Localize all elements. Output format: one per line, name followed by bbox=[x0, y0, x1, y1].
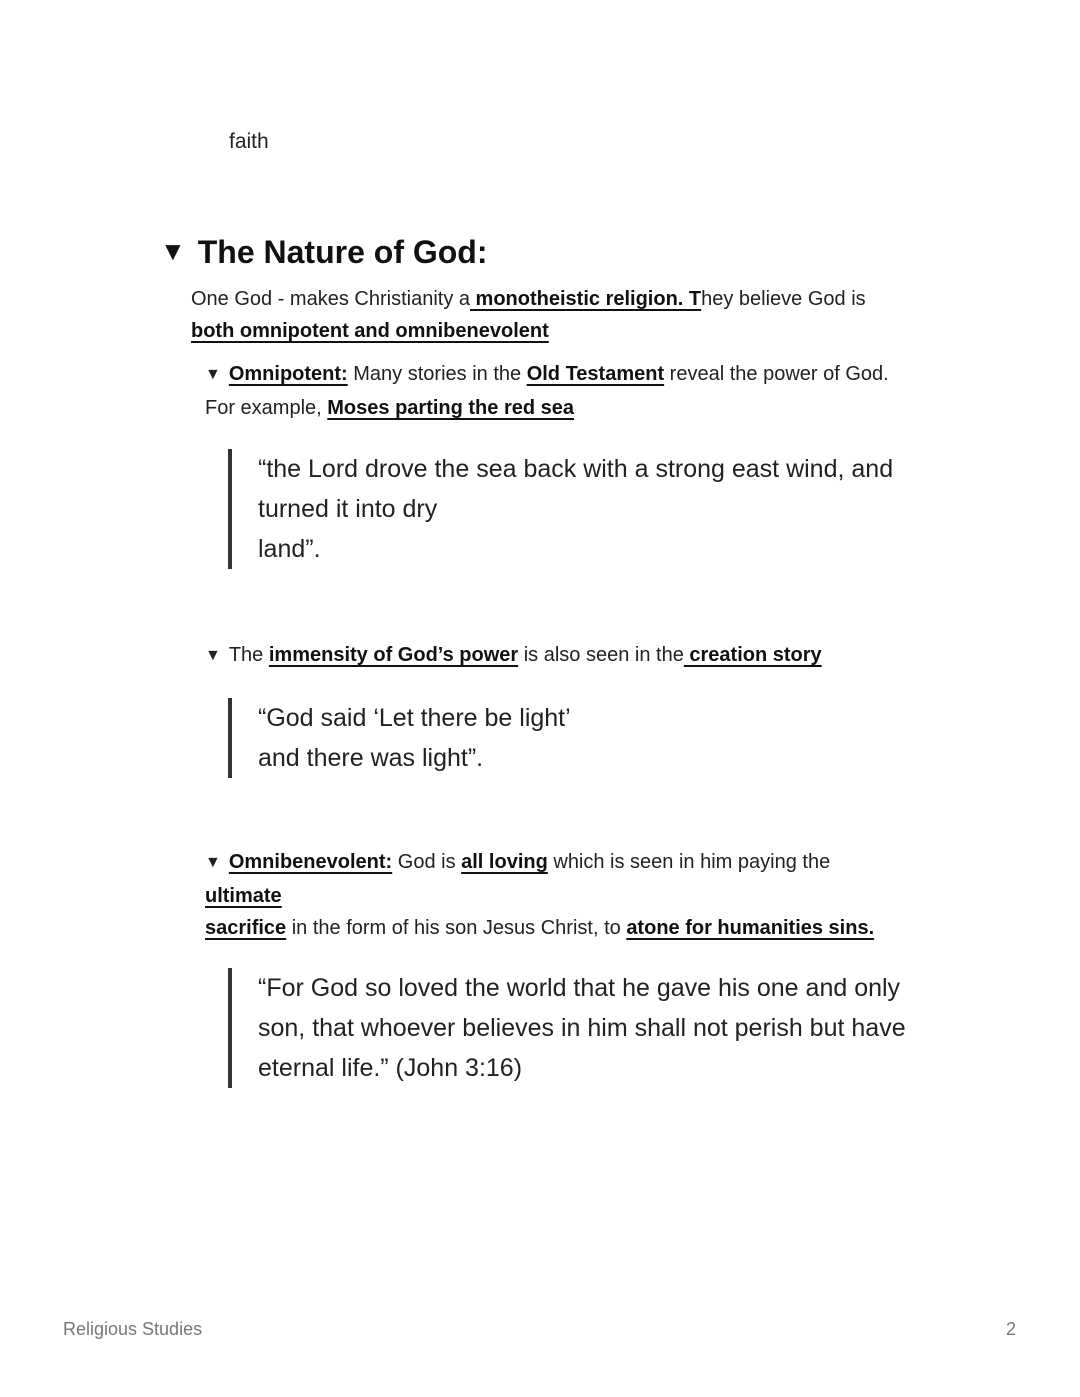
section-heading[interactable] bbox=[160, 234, 488, 271]
quote-line: turned it into dry bbox=[258, 495, 438, 523]
paragraph-text: For example, bbox=[205, 397, 328, 419]
quote-line: land”. bbox=[258, 535, 321, 563]
quote-line: “For God so loved the world that he gave his one and only bbox=[258, 974, 901, 1002]
sacrifice-term: sacrifice bbox=[205, 917, 287, 939]
quote-block-john bbox=[228, 968, 978, 1088]
collapse-triangle-icon[interactable]: ▼ bbox=[160, 236, 186, 266]
paragraph-text: which is seen in him paying the bbox=[547, 851, 831, 873]
quote-line: “God said ‘Let there be light’ bbox=[258, 704, 571, 732]
collapse-triangle-icon[interactable]: ▼ bbox=[205, 366, 221, 383]
quote-block-red-sea bbox=[228, 449, 978, 569]
collapse-triangle-icon[interactable]: ▼ bbox=[205, 854, 221, 871]
section-title: The Nature of God: bbox=[197, 234, 488, 270]
omnibenevolent-label: Omnibenevolent: bbox=[228, 851, 393, 873]
quote-line: son, that whoever believes in him shall not perish but have bbox=[258, 1014, 906, 1042]
intro-paragraph bbox=[191, 283, 951, 347]
all-loving-term: all loving bbox=[461, 851, 548, 873]
paragraph-text: in the form of his son Jesus Christ, to bbox=[286, 917, 627, 939]
paragraph-text: The bbox=[228, 644, 269, 666]
quote-line: eternal life.” (John 3:16) bbox=[258, 1054, 523, 1082]
quote-block-creation bbox=[228, 698, 978, 778]
paragraph-text: is also seen in the bbox=[518, 644, 684, 666]
paragraph-text: God is bbox=[392, 851, 462, 873]
immensity-paragraph bbox=[205, 639, 985, 673]
moses-red-sea-term: Moses parting the red sea bbox=[327, 397, 575, 419]
intro-text: hey believe God is bbox=[701, 288, 866, 310]
footer-subject: Religious Studies bbox=[63, 1319, 203, 1339]
paragraph-text: Many stories in the bbox=[347, 363, 527, 385]
atone-sins-term: atone for humanities sins. bbox=[626, 917, 875, 939]
omnibenevolent-paragraph bbox=[205, 846, 985, 944]
monotheistic-religion-term: monotheistic religion. T bbox=[470, 288, 702, 310]
quote-line: “the Lord drove the sea back with a strong east wind, and bbox=[258, 455, 894, 483]
omnipotent-paragraph bbox=[205, 358, 985, 424]
intro-text: One God - makes Christianity a bbox=[191, 288, 470, 310]
omnipotent-label: Omnipotent: bbox=[228, 363, 348, 385]
collapse-triangle-icon[interactable]: ▼ bbox=[205, 647, 221, 664]
omnipotent-omnibenevolent-term: both omnipotent and omnibenevolent bbox=[191, 320, 549, 342]
immensity-term: immensity of God’s power bbox=[268, 644, 519, 666]
ultimate-term: ultimate bbox=[205, 885, 282, 907]
page-top-fragment: faith bbox=[229, 130, 269, 153]
footer-page-number: 2 bbox=[1005, 1319, 1016, 1339]
paragraph-text: reveal the power of God. bbox=[664, 363, 889, 385]
quote-line: and there was light”. bbox=[258, 744, 484, 772]
creation-story-term: creation story bbox=[683, 644, 822, 666]
old-testament-term: Old Testament bbox=[526, 363, 665, 385]
